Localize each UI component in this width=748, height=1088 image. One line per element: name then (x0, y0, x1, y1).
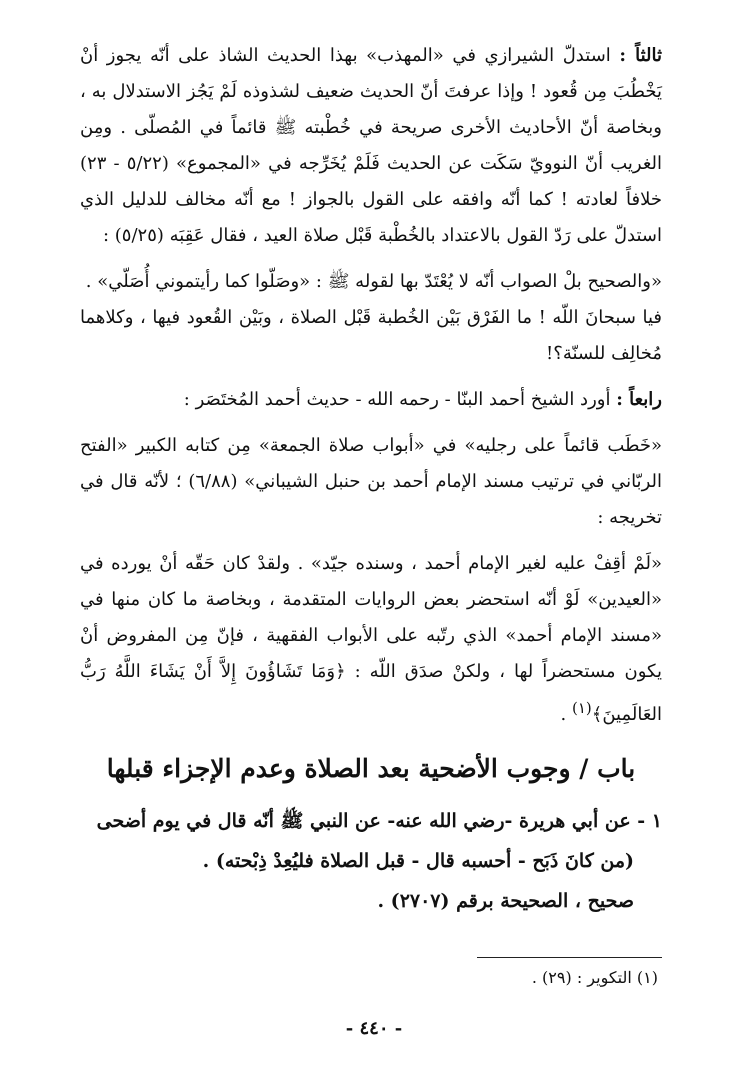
hadith-intro: ١ - عن أبي هريرة -رضي الله عنه- عن النبي ﷺ أنّه قال في يوم أضحى (96, 810, 662, 832)
quote-tahqiq-text: «لَمْ أقِفْ عليه لغير الإمام أحمد ، وسنده جيّد» . ولقدْ كان حَقّه أنْ يورده في «العيدين» لَوْ أنّه استحضر بعض الروايات المتقدمة ، وبخاصة ما كان منها في «مسند الإمام أحمد» الذي رتّبه على الأبواب الفقهية ، فإنّ مِن المفروض أنْ يكون مستحضراً لها ، ولكنْ صدَق اللّه : ﴿وَمَا تَشَاؤُونَ إِلاَّ أَنْ يَشَاءَ اللَّهُ رَبُّ العَالَمِينَ﴾ (80, 553, 662, 725)
comment-paragraph: فيا سبحانَ اللّه ! ما الفَرْق بَيْن الخُطبة قَبْل الصلاة ، وبَيْن القُعود فيها ، وكلاهما مُخالِف للسنّة؟! (80, 307, 662, 364)
quote-fath-rabbani: «خَطَب قائماً على رجليه» في «أبواب صلاة الجمعة» مِن كتابه الكبير «الفتح الربّاني في ترتيب مسند الإمام أحمد بن حنبل الشيباني» (٦/٨٨) ؛ لأنّه قال في تخريجه : (80, 435, 662, 528)
quote-nawawi: «والصحيح بلْ الصواب أنّه لا يُعْتَدّ بها لقوله ﷺ : «وصَلّوا كما رأيتموني أُصَلّي» . (85, 271, 662, 292)
fourth-point-label: رابعاً : (616, 389, 662, 410)
paragraph-third-point (80, 38, 662, 254)
third-point-label: ثالثاً : (619, 45, 662, 66)
paragraph-fourth-point (80, 382, 662, 418)
chapter-heading: باب / وجوب الأضحية بعد الصلاة وعدم الإجزاء قبلها (106, 754, 636, 783)
quote-tahqiq: «لَمْ أقِفْ عليه لغير الإمام أحمد ، وسنده جيّد» . ولقدْ كان حَقّه أنْ يورده في «العيدين» لَوْ أنّه استحضر بعض الروايات المتقدمة ، وبخاصة ما كان منها في «مسند الإمام أحمد» الذي رتّبه على الأبواب الفقهية ، فإنّ مِن المفروض أنْ يكون مستحضراً لها ، ولكنْ صدَق اللّه : ﴿وَمَا تَشَاؤُونَ إِلاَّ أَنْ يَشَاءَ اللَّهُ رَبُّ العَالَمِينَ﴾$^{(١)}$ . (80, 553, 662, 725)
footnote-marker[interactable]: (١) (571, 699, 592, 717)
third-point-text: استدلّ الشيرازي في «المهذب» بهذا الحديث الشاذ على أنّه يجوز أنْ يَخْطُبَ مِن قُعود ! وإذا عرفتَ أنّ الحديث ضعيف لشذوذه لَمْ يَجُز الاستدلال به ، وبخاصة أنّ الأحاديث الأخرى صريحة في خُطْبته ﷺ قائماً في المُصلّى . ومِن الغريب أنّ النوويّ سَكَت عن الحديث فَلَمْ يُخَرِّجه في «المجموع» (٥/٢٢ - ٢٣) خلافاً لعادته ! كما أنّه وافقه على القول بالجواز ! مع أنّه مخالف للدليل الذي استدلّ على رَدّ القول بالاعتداد بالخُطْبة قَبْل صلاة العيد ، فقال عَقِبَه (٥/٢٥) : (80, 45, 663, 246)
fourth-point-text: أورد الشيخ أحمد البنّا - رحمه الله - حديث أحمد المُختَصَر : (183, 389, 611, 410)
footnote: (١) التكوير : (٢٩) . (531, 968, 658, 987)
hadith-text: (من كانَ ذَبَح - أحسبه قال - قبل الصلاة فليُعِدْ ذِبْحته) . (202, 850, 634, 872)
footnote-separator (477, 957, 662, 958)
page-number: - ٤٤٠ - (345, 1018, 403, 1039)
hadith-grading: صحيح ، الصحيحة برقم (٢٧٠٧) . (377, 890, 634, 912)
